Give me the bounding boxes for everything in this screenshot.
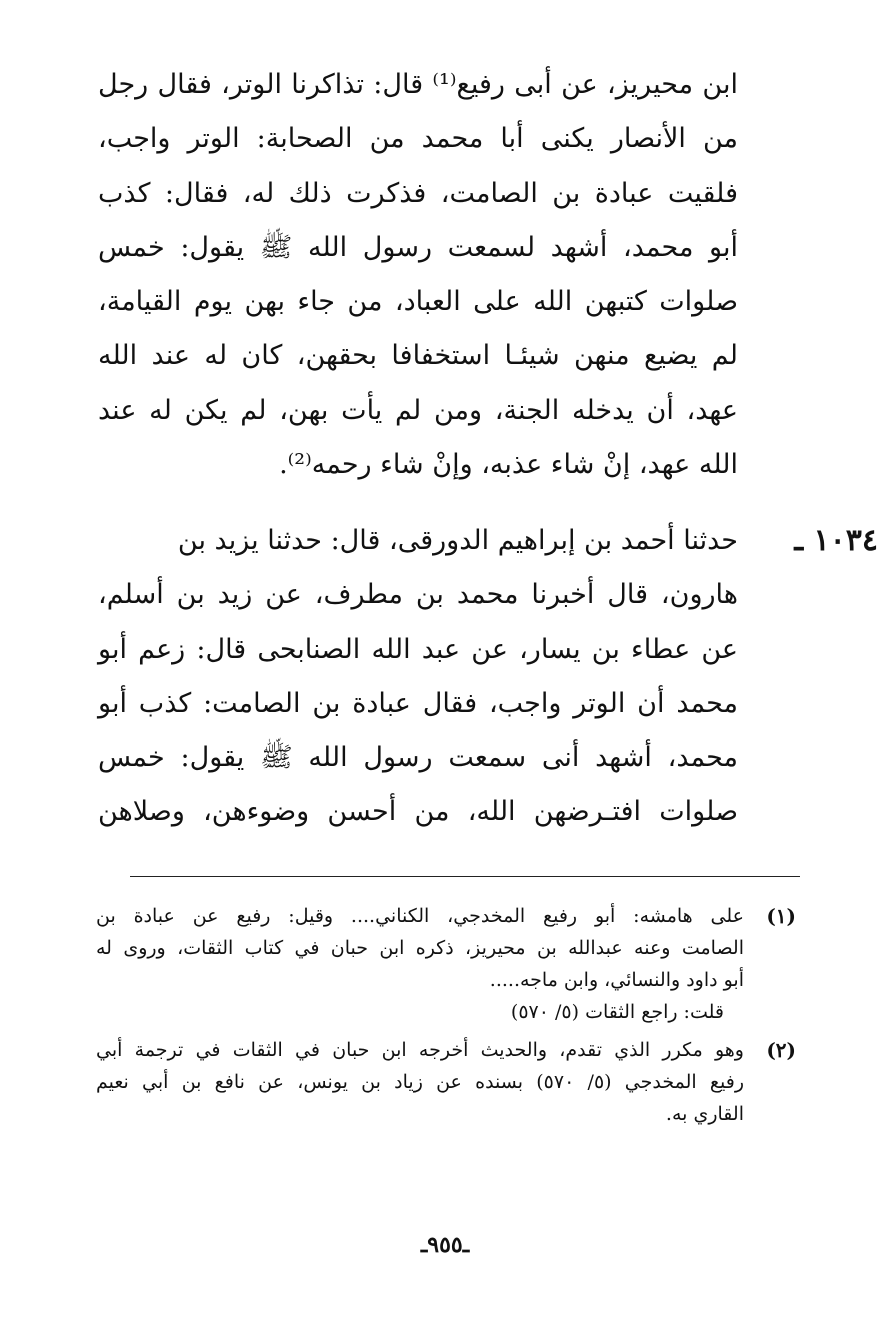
footnote-1 — [96, 900, 796, 1028]
footnote-line: رفيع المخدجي (٥/ ٥٧٠) بسنده عن زياد بن يونس، عن نافع بن أبي نعيم — [96, 1071, 745, 1093]
footnote-2 — [96, 1034, 796, 1130]
footnote-line: أبو داود والنسائي، وابن ماجه..... — [489, 969, 744, 991]
main-text-block — [98, 58, 738, 492]
footnote-line: وهو مكرر الذي تقدم، والحديث أخرجه ابن حبان في الثقات في ترجمة أبي — [96, 1039, 744, 1061]
text-line: من الأنصار يكنى أبا محمد من الصحابة: الوتر واجب، — [98, 123, 738, 155]
text-line: أبو محمد، أشهد لسمعت رسول الله ﷺ يقول: خمس — [98, 231, 738, 263]
text-line: الله عهد، إنْ شاء عذبه، وإنْ شاء رحمه⁽²⁾. — [279, 449, 738, 481]
footnote-line: قلت: راجع الثقات (٥/ ٥٧٠) — [510, 1001, 724, 1023]
text-line: عهد، أن يدخله الجنة، ومن لم يأت بهن، لم يكن له عند — [98, 394, 738, 426]
page-number: ـ٩٥٥ـ — [420, 1232, 470, 1258]
footnote-number: (٢) — [766, 1038, 796, 1062]
text-line: صلوات كتبهن الله على العباد، من جاء بهن يوم القيامة، — [98, 286, 738, 318]
hadith-body — [98, 568, 738, 839]
text-line: محمد، أشهد أنى سمعت رسول الله ﷺ يقول: خمس — [98, 742, 738, 774]
footnote-line: على هامشه: أبو رفيع المخدجي، الكناني.... وقيل: رفيع عن عبادة بن — [96, 905, 744, 927]
hadith-number: ١٠٣٤ ـ — [794, 523, 878, 558]
footnote-number: (١) — [766, 904, 796, 928]
text-line: هارون، قال أخبرنا محمد بن مطرف، عن زيد بن أسلم، — [98, 579, 738, 611]
footnote-divider — [130, 876, 800, 877]
text-line: صلوات افتـرضهن الله، من أحسن وضوءهن، وصلاهن — [98, 796, 738, 828]
text-line: محمد أن الوتر واجب، فقال عبادة بن الصامت: كذب أبو — [98, 687, 738, 719]
footnote-line: القاري به. — [665, 1103, 744, 1125]
hadith-first-line: حدثنا أحمد بن إبراهيم الدورقى، قال: حدثنا يزيد بن — [177, 525, 738, 556]
text-line: ابن محيريز، عن أبى رفيع⁽¹⁾ قال: تذاكرنا الوتر، فقال رجل — [98, 69, 738, 100]
footnote-line: الصامت وعنه عبدالله بن محيريز، ذكره ابن حبان في كتاب الثقات، وروى له — [96, 937, 744, 959]
footnotes — [96, 900, 796, 1136]
text-line: لم يضيع منهن شيئـا استخفافا بحقهن، كان له عند الله — [98, 340, 738, 372]
text-line: فلقيت عبادة بن الصامت، فذكرت ذلك له، فقال: كذب — [98, 177, 738, 209]
text-line: عن عطاء بن يسار، عن عبد الله الصنابحى قال: زعم أبو — [98, 633, 738, 665]
